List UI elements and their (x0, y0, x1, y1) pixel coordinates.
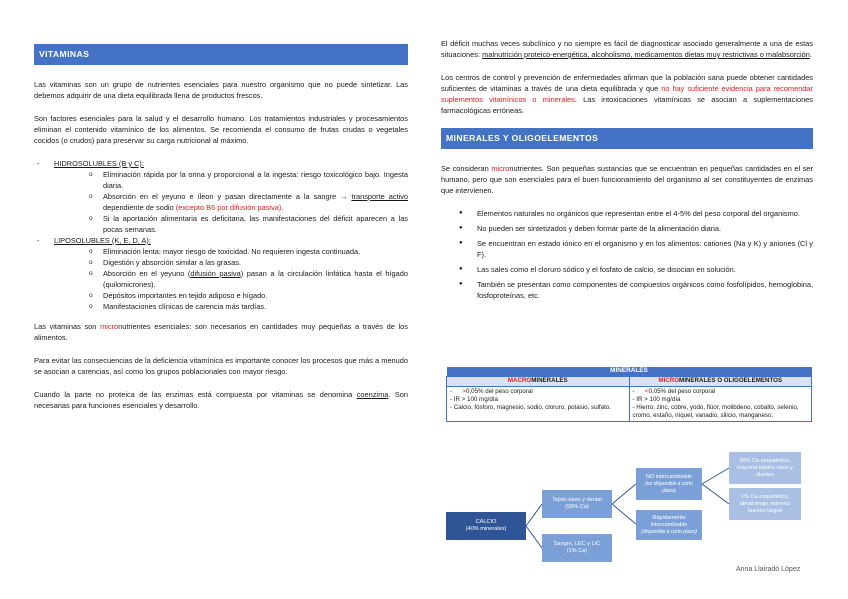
ca-99-box: 99% Ca esquelético, mayoría tejidos óseo y dientes (729, 452, 801, 484)
table-header-macro: MACROMINERALES (447, 376, 630, 386)
paragraph: Para evitar las consecuencias de la deficiencia vitamínica es importante conocer los procesos que más a menudo se asocian a carencias, así como los grupos poblacionales con mayor riesgo. (34, 356, 408, 376)
list-item: ● Las sales como el cloruro sódico y el fosfato de calcio, se disocian en solución. (457, 264, 813, 275)
list-item: ● No pueden ser sintetizados y deben formar parte de la alimentación diaria. (457, 223, 813, 234)
paragraph: Los centros de control y prevención de enfermedades afirman que la población sana puede obtener cantidades suficientes de vitaminas a través de una dieta equilibrada y que no hay suficiente evidencia para recomendar suplementos vitamínicos o minerales. Las intoxicaciones vitamínicas se asocian a suplementaciones farmacológicas erróneas. (441, 73, 813, 115)
section-heading-minerales: MINERALES Y OLIGOELEMENTOS (441, 128, 813, 149)
list-item: o Absorción en el yeyuno (difusión pasiva) pasan a la circulación linfática hasta el hígado (quilomicrones). (89, 268, 408, 290)
no-intercambiable-box: NO intercambiable (no disponible a corto plazo) (636, 468, 702, 500)
list-item: o Absorción en el yeyuno e íleon y pasan directamente a la sangre → transporte activo dependiente de sodio (excepto B6 por difusión pasiva). (89, 191, 408, 213)
table-cell: - >0,05% del peso corporal - IR > 100 mg/día - Calcio, fósforo, magnesio, sodio, cloruro, potasio, sulfato. (447, 386, 630, 421)
list-item: ● También se presentan como componentes de compuestos orgánicos como fosfolípidos, hemoglobina, fosfoproteínas, etc. (457, 279, 813, 301)
paragraph: El déficit muchas veces subclínico y no siempre es fácil de diagnosticar asociado generalmente a una de estas situaciones: malnutrición proteico-energética, alcoholismo, medicamentos dietas muy restrictivas o malabsorción. (441, 39, 813, 59)
list-item: o Depósitos importantes en tejido adiposo e hígado. (89, 290, 408, 301)
paragraph: Se consideran micronutrientes. Son pequeñas sustancias que se encuentran en pequeñas cantidades en el ser humano, pero que son esenciales para el buen funcionamiento del organismo al ser constituyentes de enzimas que intervienen. (441, 164, 813, 195)
list-item: o Manifestaciones clínicas de carencia más tardías. (89, 301, 408, 312)
tejido-box: Tejido óseo y dental (99% Ca) (542, 490, 612, 518)
hidrosolubles-title: HIDROSOLUBLES (B y C): (54, 159, 144, 168)
paragraph: Son factores esenciales para la salud y el desarrollo humano. Los tratamientos industriales y procesamientos eliminan el contenido vitamínico de los alimentos. Se recomienda el consumo de frutas crudas o vegetales cocidos (o crudos) para preservar su carga nutricional al máximo. (34, 114, 408, 145)
list-item: ● Elementos naturales no orgánicos que representan entre el 4-5% del peso corporal del organismo. (457, 208, 813, 219)
liposolubles-title: LIPOSOLUBLES (K, E, D, A): (54, 236, 151, 245)
ca-1-box: 1% Ca esquelético, almacenaje extremo huesos largos (729, 488, 801, 520)
list-item: o Eliminación rápida por la orina y proporcional a la ingesta: riesgo toxicológico bajo. Ingesta diaria. (89, 169, 408, 191)
list-item (34, 235, 408, 312)
paragraph: Las vitaminas son micronutrientes esenciales: son necesarios en cantidades muy pequeñas a través de los alimentos. (34, 322, 408, 342)
paragraph: Cuando la parte no proteica de las enzimas está compuesta por vitaminas se denomina coenzima. Son necesarias para funciones esenciales y desarrollo. (34, 390, 408, 410)
list-item: o Digestión y absorción similar a las grasas. (89, 257, 408, 268)
list-item: o Eliminación lenta: mayor riesgo de toxicidad. No requieren ingesta continuada. (89, 246, 408, 257)
rapido-intercambiable-box: Rápidamente intercambiable (disponible a corto plazo) (636, 510, 702, 540)
list-item (34, 158, 408, 235)
vitamin-group-list (34, 158, 408, 312)
table-title: MINERALES (447, 367, 812, 376)
list-item: o Si la aportación alimentaria es deficitaria, las manifestaciones del déficit aparecen a las pocas semanas. (89, 213, 408, 235)
calcium-diagram (446, 448, 820, 578)
section-heading-vitaminas: VITAMINAS (34, 44, 408, 65)
left-column (34, 44, 408, 423)
paragraph: Las vitaminas son un grupo de nutrientes esenciales para nuestro organismo que no puede sintetizar. Las debemos adquirir de una dieta equilibrada llena de productos frescos. (34, 80, 408, 100)
author-footer: Anna Llairadó López (736, 566, 801, 573)
minerales-table (446, 367, 812, 422)
mineral-bullet-list (441, 208, 813, 301)
right-column (441, 38, 813, 309)
table-cell: - <0,05% del peso corporal - IR > 100 mg/día - Hierro, zinc, cobre, yodo, flúor, molibdeno, cobalto, selenio, cromo, estaño, níquel, vanadio, silicio, manganeso. (629, 386, 812, 421)
table-header-micro: MICROMINERALES O OLIGOELEMENTOS (629, 376, 812, 386)
list-item: ● Se encuentran en estado iónico en el organismo y en los alimentos: cationes (Na y K) y aniones (Cl y F). (457, 238, 813, 260)
calcio-box: CALCIO (40% minerales) (446, 512, 526, 540)
sangre-box: Sangre, LEC y LIC (1% Ca) (542, 534, 612, 562)
